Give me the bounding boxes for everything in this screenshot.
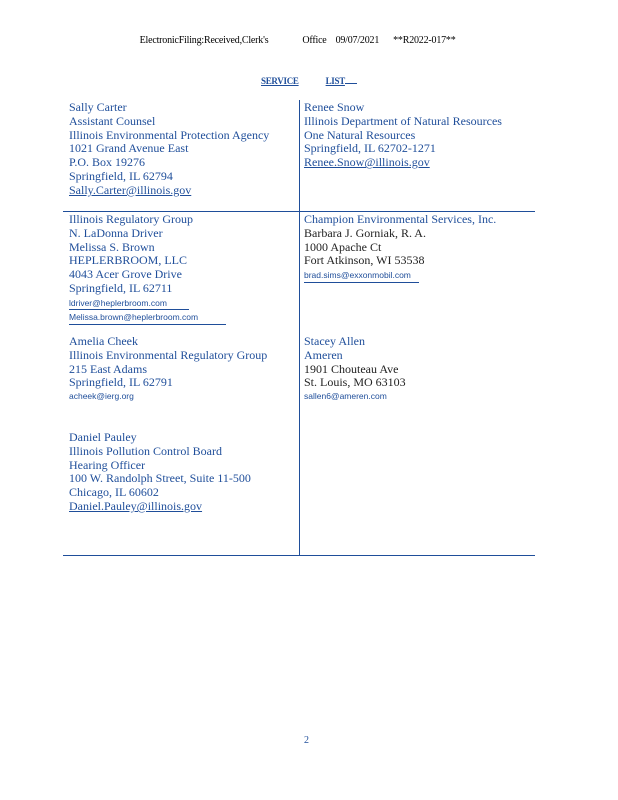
contact-name: Stacey Allen xyxy=(304,334,365,348)
contact-name: Daniel Pauley xyxy=(69,430,137,444)
page-number: 2 xyxy=(304,735,309,746)
contact-organization: Illinois Pollution Control Board xyxy=(69,443,223,458)
contact-city: Fort Atkinson, WI 53538 xyxy=(304,253,425,268)
contact-name: N. LaDonna Driver xyxy=(69,225,163,240)
contact-sally-carter xyxy=(69,101,269,198)
contact-name: Melissa S. Brown xyxy=(69,239,155,254)
contact-address: 1000 Apache Ct xyxy=(304,239,382,254)
contact-stacey-allen xyxy=(304,335,406,403)
contact-address: One Natural Resources xyxy=(304,127,416,142)
contact-city: Springfield, IL 62794 xyxy=(69,168,173,183)
filing-office: Office xyxy=(302,35,327,46)
contact-email[interactable]: Melissa.brown@heplerbroom.com xyxy=(69,311,226,325)
contact-daniel-pauley xyxy=(69,431,251,514)
contact-champion-environmental xyxy=(304,213,496,283)
contact-firm: HEPLERBROOM, LLC xyxy=(69,253,188,268)
filing-header xyxy=(135,24,456,46)
contact-address: 4043 Acer Grove Drive xyxy=(69,267,182,282)
page-title xyxy=(261,75,357,86)
column-divider xyxy=(299,100,300,556)
contact-email[interactable]: Renee.Snow@illinois.gov xyxy=(304,155,430,170)
contact-title: Assistant Counsel xyxy=(69,113,156,128)
table-bottom-border xyxy=(63,555,535,556)
filing-stamp: ElectronicFiling:Received,Clerk's xyxy=(139,35,269,46)
contact-city: Springfield, IL 62702-1271 xyxy=(304,141,436,156)
contact-email[interactable]: Sally.Carter@illinois.gov xyxy=(69,182,192,197)
contact-email[interactable]: acheek@ierg.org xyxy=(69,391,134,402)
contact-address: 215 East Adams xyxy=(69,361,147,376)
contact-organization: Champion Environmental Services, Inc. xyxy=(304,212,497,226)
contact-amelia-cheek xyxy=(69,335,267,403)
contact-city: Springfield, IL 62711 xyxy=(69,280,173,295)
contact-address: 1901 Chouteau Ave xyxy=(304,361,399,376)
contact-po-box: P.O. Box 19276 xyxy=(69,155,146,170)
contact-email[interactable]: ldriver@heplerbroom.com xyxy=(69,297,189,311)
contact-organization: Illinois Environmental Protection Agency xyxy=(69,127,270,142)
contact-email[interactable]: Daniel.Pauley@illinois.gov xyxy=(69,498,203,513)
contact-city: Chicago, IL 60602 xyxy=(69,485,159,500)
contact-organization: Illinois Regulatory Group xyxy=(69,212,193,226)
contact-name: Amelia Cheek xyxy=(69,334,138,348)
contact-title: Hearing Officer xyxy=(69,457,146,472)
contact-city: St. Louis, MO 63103 xyxy=(304,375,406,390)
contact-organization: Illinois Environmental Regulatory Group xyxy=(69,347,268,362)
title-word-list: LIST xyxy=(325,76,345,86)
filing-date: 09/07/2021 xyxy=(335,35,380,46)
contact-illinois-regulatory-group xyxy=(69,213,226,325)
contact-city: Springfield, IL 62791 xyxy=(69,375,173,390)
contact-organization: Illinois Department of Natural Resources xyxy=(304,113,502,128)
contact-address: 1021 Grand Avenue East xyxy=(69,141,189,156)
contact-name: Barbara J. Gorniak, R. A. xyxy=(304,225,426,240)
contact-email[interactable]: sallen6@ameren.com xyxy=(304,391,387,402)
title-word-service: SERVICE xyxy=(261,76,299,86)
contact-address: 100 W. Randolph Street, Suite 11-500 xyxy=(69,471,251,486)
contact-name: Sally Carter xyxy=(69,100,127,114)
contact-name: Renee Snow xyxy=(304,100,365,114)
contact-organization: Ameren xyxy=(304,347,343,362)
contact-email[interactable]: brad.sims@exxonmobil.com xyxy=(304,269,419,283)
docket-number: **R2022-017** xyxy=(393,35,456,46)
contact-renee-snow xyxy=(304,101,502,170)
